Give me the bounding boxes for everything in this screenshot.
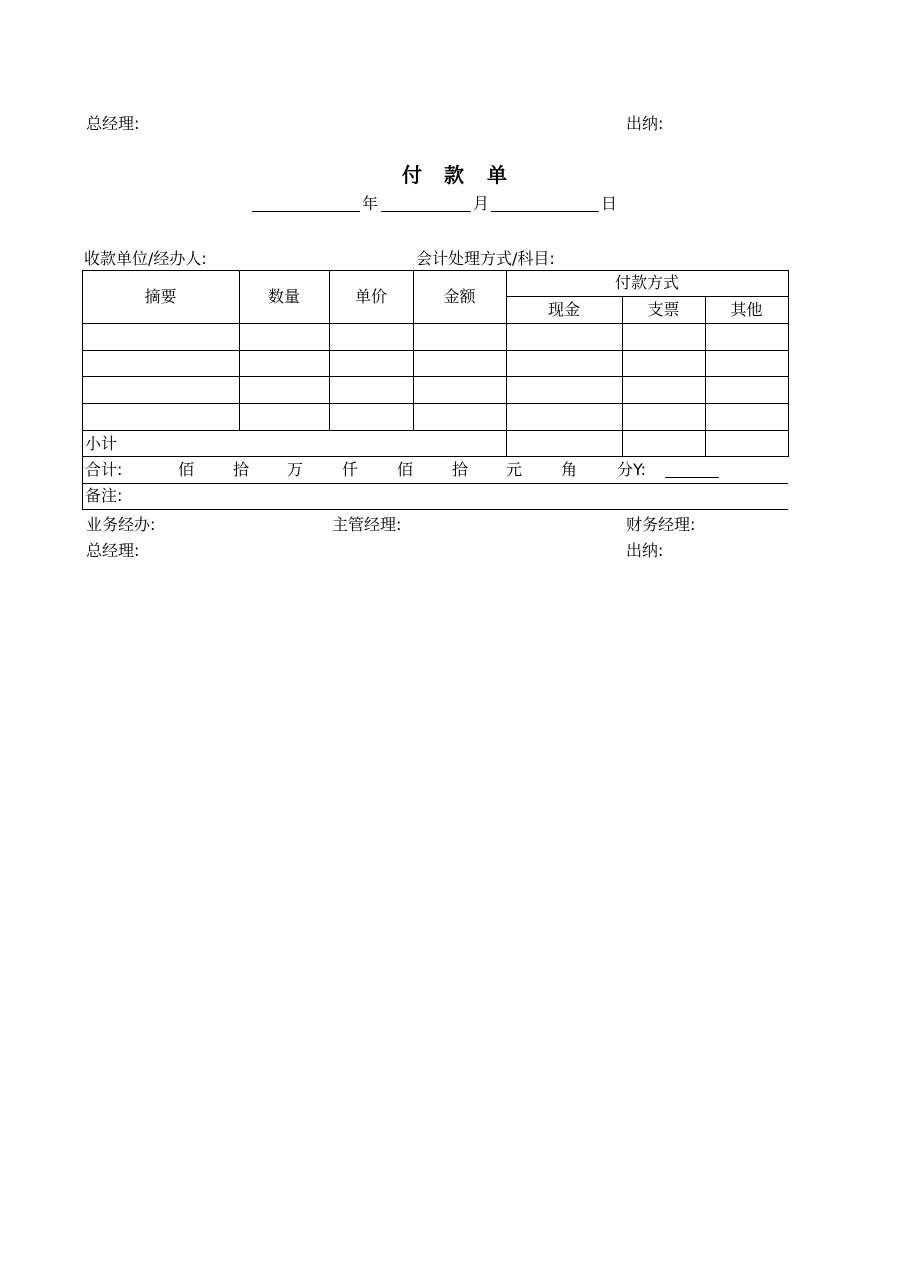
account-label: 会计处理方式/科目: (416, 249, 555, 268)
cashier-signature-label: 出纳: (626, 541, 664, 560)
grid-line (82, 376, 788, 377)
header-cash: 现金 (547, 299, 580, 319)
yen-blank (665, 477, 719, 478)
header-qty: 数量 (267, 286, 300, 306)
grid-line (82, 350, 788, 351)
header-summary: 摘要 (144, 286, 177, 306)
month-label: 月 (473, 194, 490, 213)
unit-shi-2: 拾 (452, 460, 469, 479)
remark-label: 备注: (85, 486, 123, 505)
day-label: 日 (601, 194, 618, 213)
grid-line (788, 270, 789, 457)
title-char-2: 款 (444, 163, 464, 187)
unit-yuan: 元 (506, 460, 523, 479)
year-label: 年 (362, 194, 379, 213)
subtotal-label: 小计 (85, 433, 118, 453)
unit-wan: 万 (287, 460, 304, 479)
day-blank (491, 211, 599, 212)
header-amount: 金额 (443, 286, 476, 306)
month-blank (381, 211, 471, 212)
total-label: 合计: (85, 460, 123, 479)
header-other: 其他 (730, 299, 763, 319)
grid-line (82, 483, 788, 484)
unit-jiao: 角 (561, 460, 578, 479)
header-price: 单价 (354, 286, 387, 306)
yen-label: 分Y: (617, 460, 647, 479)
prev-gm-label: 总经理: (86, 114, 140, 133)
unit-bai: 佰 (178, 460, 195, 479)
grid-line (82, 403, 788, 404)
supervisor-signature-label: 主管经理: (332, 515, 402, 534)
prev-cashier-label: 出纳: (626, 114, 664, 133)
finance-signature-label: 财务经理: (626, 515, 696, 534)
handler-signature-label: 业务经办: (86, 515, 156, 534)
year-blank (252, 211, 360, 212)
payee-label: 收款单位/经办人: (84, 249, 207, 268)
title-char-1: 付 (402, 163, 422, 187)
header-cheque: 支票 (647, 299, 680, 319)
grid-line (82, 509, 788, 510)
unit-bai-2: 佰 (397, 460, 414, 479)
unit-shi: 拾 (233, 460, 250, 479)
unit-qian: 仟 (342, 460, 359, 479)
title-char-3: 单 (487, 163, 507, 187)
gm-signature-label: 总经理: (86, 541, 140, 560)
grid-line (82, 430, 788, 431)
header-payment-method: 付款方式 (614, 273, 679, 292)
grid-line (82, 323, 788, 324)
